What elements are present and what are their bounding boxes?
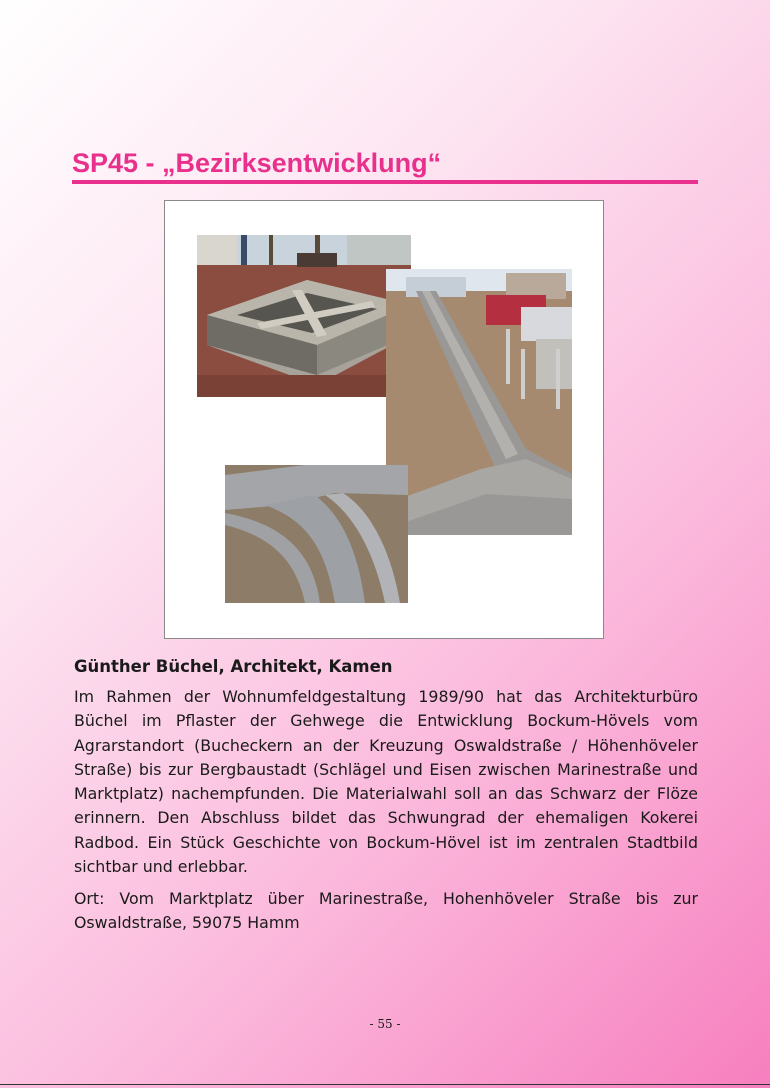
location-paragraph: Ort: Vom Marktplatz über Marinestraße, Hohenhöveler Straße bis zur Oswaldstraße, 59075 Hamm	[74, 889, 698, 933]
photo-sidewalk	[386, 269, 572, 535]
title-underline	[72, 180, 698, 184]
author-heading: Günther Büchel, Architekt, Kamen	[74, 657, 393, 676]
page-title: SP45 - „Bezirksentwicklung“	[72, 148, 442, 178]
description-paragraph: Im Rahmen der Wohnumfeldgestaltung 1989/90 hat das Architekturbüro Büchel im Pflaster der Gehwege die Entwicklung Bockum-Hövels vom Agrarstandort (Bucheckern an der Kreuzung Oswaldstraße / Höhenhöveler Straße) bis zur Bergbaustadt (Schlägel und Eisen zwischen Marinestraße und Marktplatz) nachempfunden. Die Materialwahl soll an das Schwarz der Flöze erinnern. Den Abschluss bildet das Schwungrad der ehemaligen Kokerei Radbod. Ein Stück Geschichte von Bockum-Hövel ist im zentralen Stadtbild sichtbar und erlebbar.	[74, 687, 698, 877]
bottom-border	[0, 1084, 770, 1085]
page-number: - 55 -	[369, 1017, 401, 1031]
photo-paving-curve	[225, 465, 408, 603]
photo-plinth	[197, 235, 411, 397]
photo-collage	[164, 200, 604, 639]
